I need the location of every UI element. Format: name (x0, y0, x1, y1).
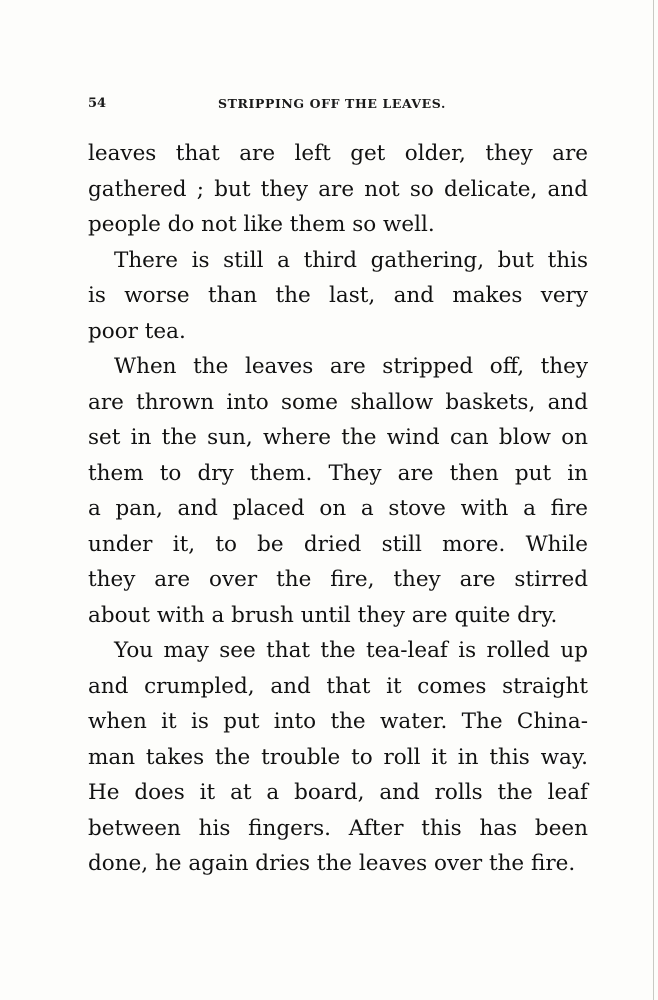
text-line: You may see that the tea-leaf is rolled up (114, 638, 588, 663)
text-line: about with a brush until they are quite dry. (88, 602, 558, 628)
page-edge (653, 0, 654, 1000)
running-head: STRIPPING OFF THE LEAVES. (218, 96, 446, 111)
text-line: There is still a third gathering, but this (114, 247, 588, 273)
text-line: is worse than the last, and makes very (88, 283, 588, 308)
text-line: leaves that are left get older, they are (88, 141, 588, 166)
text-line: people do not like them so well. (88, 212, 435, 237)
text-line: them to dry them. They are then put in (88, 460, 588, 486)
text-line: between his fingers. After this has been (88, 815, 588, 841)
text-line: set in the sun, where the wind can blow on (88, 425, 588, 450)
text-line: under it, to be dried still more. While (88, 531, 588, 557)
text-line: are thrown into some shallow baskets, and (88, 389, 588, 415)
body-text (88, 136, 588, 882)
text-line: they are over the fire, they are stirred (88, 567, 588, 592)
page-header (88, 96, 588, 116)
text-line: and crumpled, and that it comes straight (88, 673, 588, 699)
text-line: poor tea. (88, 318, 186, 344)
text-line: When the leaves are stripped off, they (114, 354, 588, 379)
page-number: 54 (88, 96, 107, 111)
text-line: man takes the trouble to roll it in this way. (88, 744, 588, 770)
text-line: He does it at a board, and rolls the leaf (88, 780, 588, 805)
text-line: gathered ; but they are not so delicate, and (88, 176, 588, 202)
text-line: when it is put into the water. The China- (88, 709, 588, 734)
text-line: done, he again dries the leaves over the fire. (88, 851, 576, 876)
text-line: a pan, and placed on a stove with a fire (88, 496, 588, 521)
